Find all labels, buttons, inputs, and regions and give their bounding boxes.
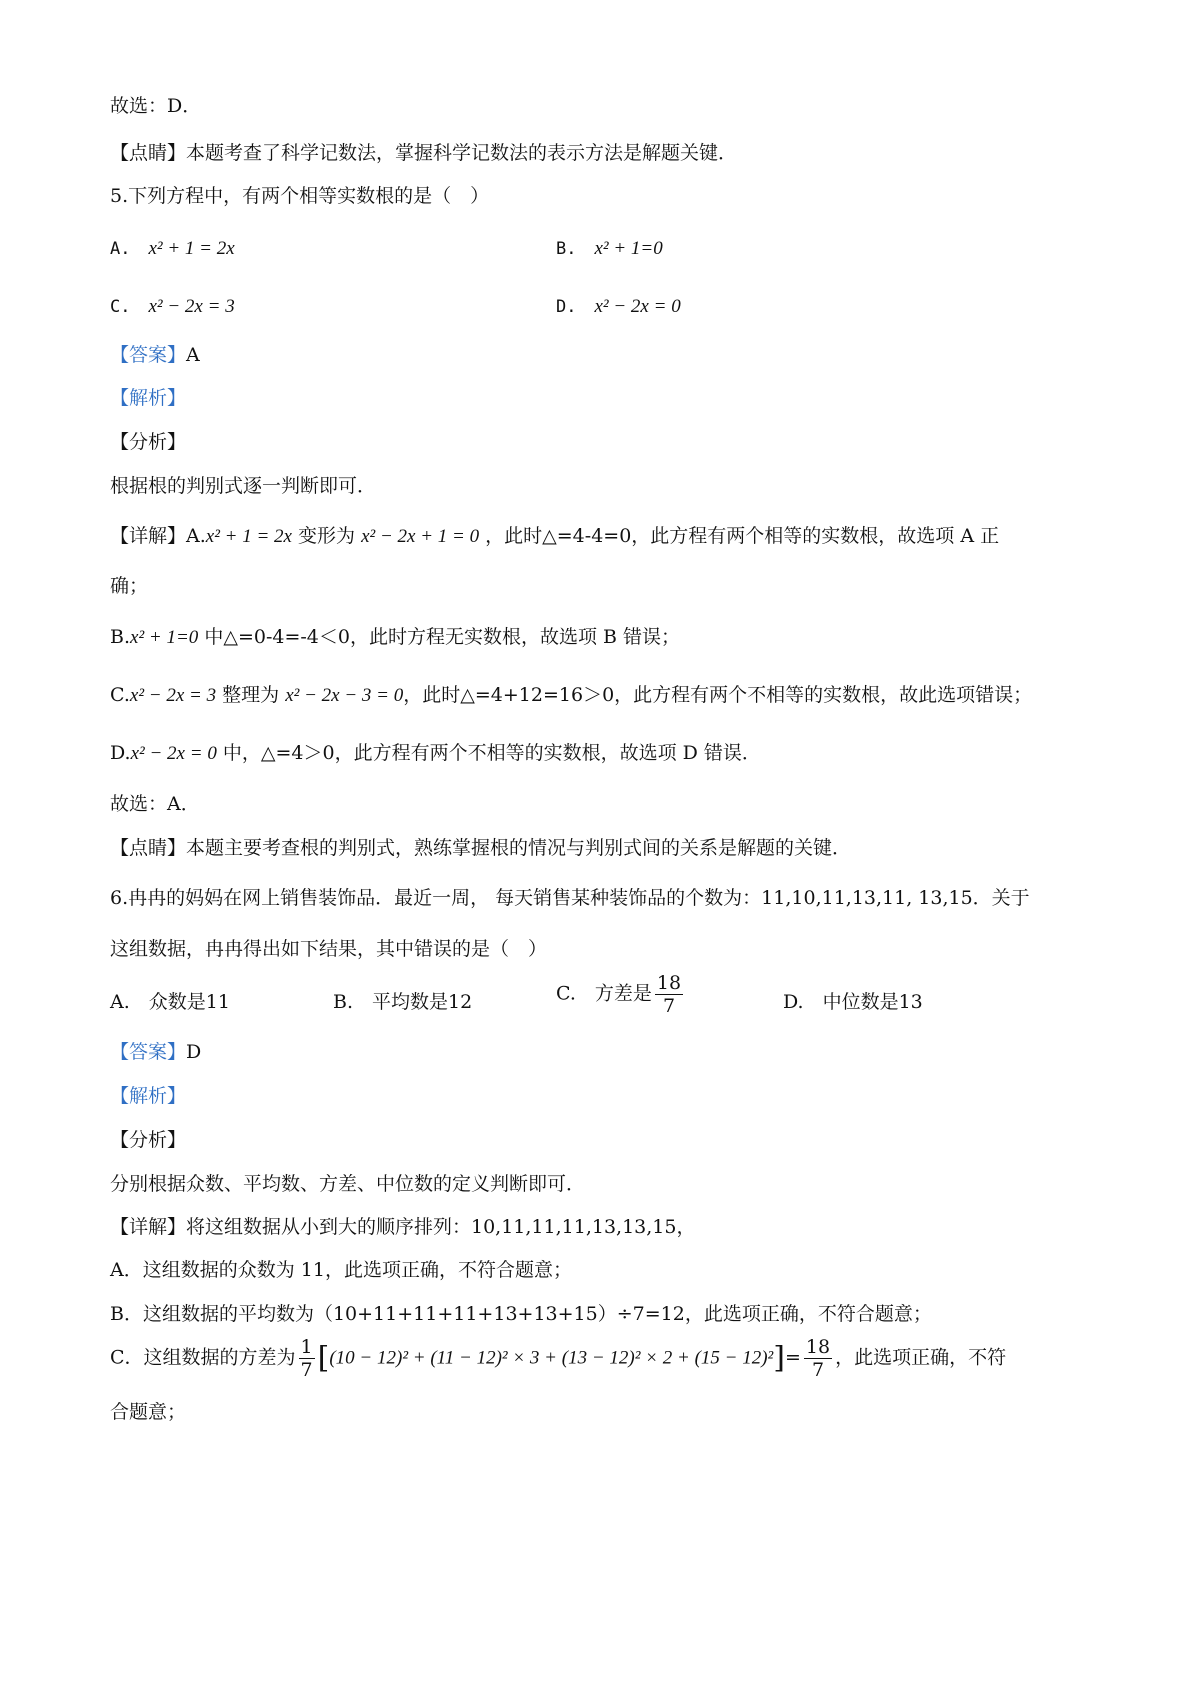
q6-option-d: D. 中位数是13 [783,991,923,1013]
q5-jiexi-heading: 【解析】 [110,387,187,409]
question-5-stem: 5.下列方程中，有两个相等实数根的是（ ） [110,185,490,207]
q5-detail-d: D.x² − 2x = 0 中，△=4＞0，此方程有两个不相等的实数根，故选项 D 错误． [110,742,761,764]
q6-detail-a: A．这组数据的众数为 11，此选项正确，不符合题意； [110,1259,572,1281]
q6-detail-b: B．这组数据的平均数为（10+11+11+11+13+13+15）÷7=12，此选项正确，不符合题意； [110,1303,932,1325]
q6-option-a: A. 众数是11 [110,991,230,1013]
q5-detail-a: 【详解】A.x² + 1 = 2x 变形为 x² − 2x + 1 = 0 ，此时△=4-4=0，此方程有两个相等的实数根，故选项 A 正 [110,525,1000,547]
equation: x² + 1=0 [594,238,663,259]
q5-fenxi-heading: 【分析】 [110,431,187,453]
q5-detail-a-cont: 确； [110,575,149,597]
equation: x² + 1 = 2x [148,238,235,259]
fraction: $\frac{1}{7}$ [300,1336,313,1381]
q5-fenxi-text: 根据根的判别式逐一判断即可． [110,475,377,497]
q6-detail-c: C．这组数据的方差为 $\frac{1}{7}$ [(10 − 12)² + (11 − 12)² × 3 + (13 − 12)² × 2 + (15 − 12)²]= $\frac{18}{7}$ ，此选项正确，不符 [110,1336,1007,1381]
equation: x² − 2x = 3 [148,296,235,317]
q6-jiexi-heading: 【解析】 [110,1085,187,1107]
text-line: 【点睛】本题考查了科学记数法，掌握科学记数法的表示方法是解题关键． [110,142,738,164]
q5-answer: 【答案】A [110,344,200,366]
q5-option-d: D. x² − 2x = 0 [556,296,681,317]
q5-option-b: B. x² + 1=0 [556,238,663,259]
text-line: 故选：D． [110,95,202,117]
q6-detail-c-cont: 合题意； [110,1401,187,1423]
q6-answer: 【答案】D [110,1041,202,1063]
question-6-stem-cont: 这组数据，冉冉得出如下结果，其中错误的是（ ） [110,938,548,960]
q5-detail-b: B.x² + 1=0 中△=0-4=-4＜0，此时方程无实数根，故选项 B 错误； [110,626,681,648]
q6-fenxi-text: 分别根据众数、平均数、方差、中位数的定义判断即可． [110,1173,586,1195]
q6-option-c: C. 方差是 $\frac{18}{7}$ [556,972,682,1017]
fraction: $\frac{18}{7}$ [656,972,682,1017]
q6-fenxi-heading: 【分析】 [110,1129,187,1151]
fraction: $\frac{18}{7}$ [805,1336,831,1381]
q5-dianjing: 【点睛】本题主要考查根的判别式，熟练掌握根的情况与判别式间的关系是解题的关键． [110,837,852,859]
question-6-stem: 6.冉冉的妈妈在网上销售装饰品．最近一周， 每天销售某种装饰品的个数为：11,10,11,13,11, 13,15．关于 [110,887,1030,909]
q6-detail-intro: 【详解】将这组数据从小到大的顺序排列：10,11,11,11,13,13,15， [110,1216,696,1238]
equation: x² − 2x = 0 [594,296,681,317]
q5-option-a: A. x² + 1 = 2x [110,238,235,259]
q5-conclusion: 故选：A． [110,793,200,815]
q6-option-b: B. 平均数是12 [333,991,473,1013]
q5-option-c: C. x² − 2x = 3 [110,296,235,317]
q5-detail-c: C.x² − 2x = 3 整理为 x² − 2x − 3 = 0，此时△=4+12=16＞0，此方程有两个不相等的实数根，故此选项错误； [110,684,1033,706]
